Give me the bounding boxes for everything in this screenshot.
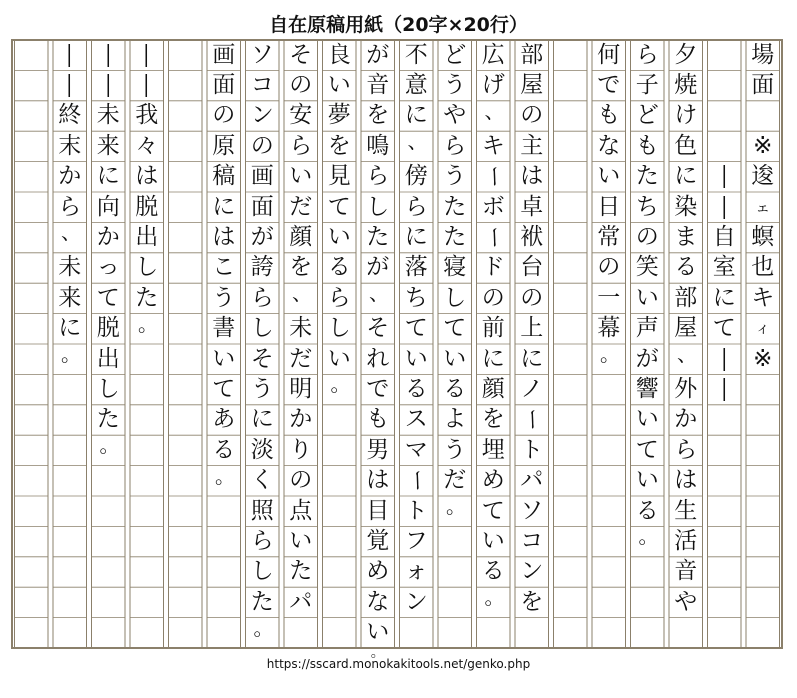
- manuscript-char: に: [58, 315, 82, 342]
- manuscript-char: 屋: [520, 72, 544, 99]
- manuscript-char: ー: [480, 165, 507, 189]
- manuscript-char: 螟: [751, 224, 775, 251]
- manuscript-char: も: [635, 132, 659, 159]
- manuscript-char: た: [366, 224, 390, 251]
- manuscript-char: ち: [404, 284, 428, 311]
- manuscript-char: も: [366, 406, 390, 433]
- manuscript-char: 響: [635, 376, 659, 403]
- manuscript-column: [128, 40, 167, 648]
- manuscript-char: 広: [481, 41, 505, 68]
- manuscript-char: た: [135, 284, 159, 311]
- manuscript-char: コ: [520, 528, 544, 555]
- manuscript-column: [590, 40, 629, 648]
- manuscript-char: 面: [250, 193, 274, 220]
- manuscript-column: [705, 40, 744, 648]
- manuscript-char: の: [597, 254, 621, 281]
- manuscript-char: の: [250, 132, 274, 159]
- manuscript-char: ら: [289, 132, 313, 159]
- manuscript-column: [282, 40, 321, 648]
- manuscript-char: を: [289, 254, 313, 281]
- manuscript-char: 。: [600, 342, 620, 366]
- manuscript-char: 安: [289, 102, 313, 129]
- manuscript-char: い: [289, 163, 313, 190]
- manuscript-char: 寝: [443, 254, 467, 281]
- manuscript-char: ィ: [755, 319, 771, 338]
- manuscript-char: 前: [481, 315, 505, 342]
- manuscript-char: の: [520, 102, 544, 129]
- manuscript-char: る: [404, 376, 428, 403]
- manuscript-char: 。: [215, 463, 235, 488]
- manuscript-char: 淡: [250, 436, 274, 463]
- manuscript-char: て: [443, 315, 467, 342]
- manuscript-char: [705, 40, 744, 70]
- manuscript-char: 覚: [366, 528, 390, 555]
- manuscript-char: 原: [212, 132, 236, 159]
- manuscript-char: 笑: [635, 254, 659, 281]
- manuscript-char: そ: [289, 41, 313, 68]
- manuscript-char: 未: [58, 254, 82, 281]
- manuscript-char: か: [58, 163, 82, 190]
- manuscript-char: 我: [135, 102, 159, 129]
- manuscript-char: 外: [674, 376, 698, 403]
- manuscript-char: を: [366, 102, 390, 129]
- manuscript-char: い: [635, 467, 659, 494]
- manuscript-char: ら: [404, 193, 428, 220]
- manuscript-char: ―: [711, 347, 738, 371]
- manuscript-char: た: [289, 558, 313, 585]
- manuscript-char: に: [404, 102, 428, 129]
- manuscript-char: 日: [597, 193, 621, 220]
- manuscript-char: 、: [407, 129, 428, 154]
- manuscript-char: の: [481, 284, 505, 311]
- manuscript-char: る: [674, 254, 698, 281]
- manuscript-char: い: [327, 345, 351, 372]
- manuscript-char: 、: [484, 98, 505, 123]
- manuscript-char: 、: [677, 342, 697, 366]
- manuscript-char: ち: [635, 193, 659, 220]
- manuscript-char: こ: [212, 254, 236, 281]
- manuscript-char: く: [250, 467, 274, 494]
- manuscript-char: 画: [212, 41, 236, 68]
- manuscript-char: 逡: [751, 163, 775, 190]
- manuscript-char: ど: [443, 41, 467, 68]
- manuscript-char: 、: [292, 281, 312, 306]
- manuscript-char: 子: [635, 72, 659, 99]
- manuscript-char: 書: [212, 315, 236, 342]
- manuscript-char: 染: [674, 193, 698, 220]
- manuscript-char: 来: [58, 284, 82, 311]
- manuscript-column: [744, 40, 783, 648]
- manuscript-char: 主: [520, 132, 544, 159]
- manuscript-char: 。: [138, 311, 158, 336]
- manuscript-column: [628, 40, 667, 648]
- manuscript-char: ら: [366, 163, 390, 190]
- manuscript-char: ー: [403, 469, 430, 493]
- manuscript-char: か: [674, 406, 698, 433]
- manuscript-char: キ: [751, 284, 775, 311]
- manuscript-char: 色: [674, 132, 698, 159]
- manuscript-char: も: [597, 102, 621, 129]
- manuscript-char: 顔: [481, 376, 505, 403]
- manuscript-char: が: [635, 345, 659, 372]
- manuscript-char: 卓: [520, 193, 544, 220]
- manuscript-char: 台: [520, 254, 544, 281]
- manuscript-char: な: [597, 132, 621, 159]
- manuscript-char: ら: [58, 193, 82, 220]
- manuscript-char: ら: [674, 436, 698, 463]
- manuscript-char: げ: [481, 72, 505, 99]
- footer-url: https://sscard.monokakitools.net/genko.php: [266, 657, 531, 671]
- manuscript-char: う: [212, 284, 236, 311]
- manuscript-column: [551, 40, 590, 648]
- manuscript-char: 明: [289, 376, 313, 403]
- manuscript-char: は: [135, 163, 159, 190]
- manuscript-column: [359, 40, 398, 648]
- manuscript-char: に: [674, 163, 698, 190]
- manuscript-char: 音: [674, 558, 698, 585]
- manuscript-char: し: [366, 193, 390, 220]
- manuscript-char: ―: [57, 74, 84, 98]
- manuscript-char: は: [366, 467, 390, 494]
- manuscript-char: を: [327, 132, 351, 159]
- manuscript-char: な: [366, 588, 390, 615]
- manuscript-char: パ: [520, 467, 544, 494]
- manuscript-char: る: [443, 376, 467, 403]
- manuscript-char: ※: [753, 345, 773, 372]
- manuscript-column: [166, 40, 205, 648]
- manuscript-char: ら: [327, 284, 351, 311]
- manuscript-char: は: [674, 467, 698, 494]
- manuscript-char: 夕: [674, 41, 698, 68]
- manuscript-char: 顔: [289, 224, 313, 251]
- manuscript-char: ス: [404, 406, 428, 433]
- manuscript-char: い: [404, 345, 428, 372]
- manuscript-char: ―: [711, 378, 738, 402]
- manuscript-char: [744, 101, 783, 131]
- manuscript-column: [89, 40, 128, 648]
- manuscript-column: [205, 40, 244, 648]
- manuscript-column: [667, 40, 706, 648]
- manuscript-char: ド: [481, 254, 505, 281]
- manuscript-char: に: [520, 345, 544, 372]
- manuscript-char: る: [212, 436, 236, 463]
- manuscript-char: り: [289, 436, 313, 463]
- manuscript-char: ォ: [404, 558, 428, 585]
- manuscript-char: が: [366, 41, 390, 68]
- manuscript-char: ―: [134, 43, 161, 67]
- manuscript-char: 自: [712, 224, 736, 251]
- manuscript-char: い: [327, 224, 351, 251]
- manuscript-char: 良: [327, 41, 351, 68]
- manuscript-char: に: [404, 224, 428, 251]
- manuscript-char: パ: [289, 588, 313, 615]
- manuscript-column: [320, 40, 359, 648]
- manuscript-char: だ: [289, 345, 313, 372]
- manuscript-char: フ: [404, 528, 428, 555]
- manuscript-char: ー: [519, 408, 546, 432]
- manuscript-char: [705, 101, 744, 131]
- manuscript-char: 埋: [481, 436, 505, 463]
- manuscript-char: 、: [369, 281, 389, 306]
- manuscript-char: た: [443, 193, 467, 220]
- manuscript-char: 。: [99, 433, 120, 458]
- manuscript-char: に: [96, 163, 120, 190]
- manuscript-char: し: [443, 284, 467, 311]
- manuscript-char: ―: [711, 165, 738, 189]
- manuscript-char: 終: [58, 102, 82, 129]
- manuscript-column: [12, 40, 51, 648]
- manuscript-char: る: [635, 497, 659, 524]
- manuscript-char: い: [443, 345, 467, 372]
- manuscript-char: て: [404, 315, 428, 342]
- manuscript-char: 鳴: [366, 132, 390, 159]
- manuscript-char: ら: [250, 528, 274, 555]
- manuscript-char: 声: [635, 315, 659, 342]
- manuscript-char: て: [712, 315, 736, 342]
- manuscript-char: 夢: [327, 102, 351, 129]
- manuscript-char: は: [212, 224, 236, 251]
- manuscript-char: て: [481, 497, 505, 524]
- manuscript-char: や: [674, 588, 698, 615]
- manuscript-char: う: [443, 72, 467, 99]
- manuscript-char: 生: [674, 497, 698, 524]
- manuscript-char: ※: [753, 132, 773, 159]
- manuscript-char: か: [289, 406, 313, 433]
- manuscript-char: た: [250, 588, 274, 615]
- manuscript-char: 何: [597, 41, 621, 68]
- manuscript-char: い: [327, 72, 351, 99]
- manuscript-char: が: [250, 224, 274, 251]
- manuscript-column: [436, 40, 475, 648]
- manuscript-char: め: [481, 467, 505, 494]
- manuscript-char: い: [635, 284, 659, 311]
- manuscript-char: マ: [404, 436, 428, 463]
- manuscript-char: の: [289, 72, 313, 99]
- manuscript-char: だ: [443, 467, 467, 494]
- manuscript-char: た: [96, 406, 120, 433]
- manuscript-char: う: [250, 376, 274, 403]
- manuscript-char: 来: [96, 132, 120, 159]
- manuscript-char: ノ: [520, 376, 544, 403]
- manuscript-char: ら: [250, 284, 274, 311]
- manuscript-char: ら: [635, 41, 659, 68]
- manuscript-char: の: [212, 102, 236, 129]
- manuscript-char: 面: [751, 72, 775, 99]
- manuscript-char: 。: [446, 494, 466, 518]
- manuscript-char: に: [481, 345, 505, 372]
- manuscript-char: ま: [674, 224, 698, 251]
- manuscript-char: け: [674, 102, 698, 129]
- manuscript-char: 向: [96, 193, 120, 220]
- manuscript-char: ボ: [481, 193, 505, 220]
- manuscript-char: [705, 70, 744, 100]
- manuscript-char: が: [366, 254, 390, 281]
- manuscript-char: 々: [135, 132, 159, 159]
- manuscript-char: 活: [674, 528, 698, 555]
- manuscript-char: ソ: [250, 41, 274, 68]
- manuscript-char: て: [635, 436, 659, 463]
- manuscript-char: 末: [58, 132, 82, 159]
- manuscript-char: 画: [250, 163, 274, 190]
- manuscript-char: 音: [366, 72, 390, 99]
- manuscript-char: の: [289, 467, 313, 494]
- manuscript-char: し: [250, 315, 274, 342]
- manuscript-char: 落: [404, 254, 428, 281]
- manuscript-char: ソ: [520, 497, 544, 524]
- manuscript-char: い: [366, 619, 390, 646]
- manuscript-char: を: [481, 406, 505, 433]
- manuscript-char: 。: [638, 524, 659, 549]
- manuscript-char: 未: [96, 102, 120, 129]
- manuscript-char: た: [443, 224, 467, 251]
- manuscript-char: 。: [61, 342, 81, 366]
- manuscript-char: そ: [366, 315, 390, 342]
- manuscript-char: ト: [404, 497, 428, 524]
- manuscript-char: て: [212, 376, 236, 403]
- manuscript-char: し: [250, 558, 274, 585]
- manuscript-column: [397, 40, 436, 648]
- manuscript-column: [243, 40, 282, 648]
- manuscript-char: う: [443, 163, 467, 190]
- manuscript-char: い: [635, 406, 659, 433]
- manuscript-char: 上: [520, 315, 544, 342]
- manuscript-char: ―: [95, 43, 122, 67]
- overflow-mark: 。: [370, 645, 385, 661]
- manuscript-char: 男: [366, 436, 390, 463]
- manuscript-char: 幕: [597, 315, 621, 342]
- manuscript-char: 場: [751, 41, 775, 68]
- manuscript-char: 意: [404, 72, 428, 99]
- manuscript-char: し: [327, 315, 351, 342]
- manuscript-char: ェ: [755, 197, 771, 216]
- manuscript-char: し: [96, 376, 120, 403]
- manuscript-char: 焼: [674, 72, 698, 99]
- manuscript-char: 出: [135, 224, 159, 251]
- manuscript-char: し: [135, 254, 159, 281]
- manuscript-char: ン: [520, 558, 544, 585]
- manuscript-char: ら: [443, 132, 467, 159]
- manuscript-char: か: [96, 224, 120, 251]
- manuscript-char: 屋: [674, 315, 698, 342]
- manuscript-char: 、: [61, 220, 81, 245]
- manuscript-char: る: [327, 254, 351, 281]
- manuscript-char: ―: [711, 195, 738, 219]
- manuscript-char: よ: [443, 406, 467, 433]
- manuscript-char: ー: [480, 226, 507, 250]
- manuscript-char: 。: [484, 585, 505, 610]
- manuscript-char: 部: [520, 41, 544, 68]
- manuscript-char: 常: [597, 224, 621, 251]
- manuscript-char: 未: [289, 315, 313, 342]
- manuscript-char: の: [635, 224, 659, 251]
- manuscript-char: ―: [95, 74, 122, 98]
- manuscript-char: 袱: [520, 224, 544, 251]
- manuscript-char: め: [366, 558, 390, 585]
- manuscript-char: 出: [96, 345, 120, 372]
- manuscript-char: い: [289, 528, 313, 555]
- manuscript-char: 傍: [404, 163, 428, 190]
- manuscript-char: で: [597, 72, 621, 99]
- manuscript-char: 脱: [135, 193, 159, 220]
- manuscript-char: 脱: [96, 315, 120, 342]
- manuscript-char: 也: [751, 254, 775, 281]
- manuscript-char: 。: [253, 615, 274, 640]
- manuscript-char: や: [443, 102, 467, 129]
- manuscript-char: ン: [404, 588, 428, 615]
- manuscript-char: に: [250, 406, 274, 433]
- manuscript-char: ど: [635, 102, 659, 129]
- manuscript-char: 見: [327, 163, 351, 190]
- manuscript-char: ―: [134, 74, 161, 98]
- manuscript-char: で: [366, 376, 390, 403]
- manuscript-char: る: [481, 558, 505, 585]
- manuscript-char: い: [481, 528, 505, 555]
- manuscript-char: 目: [366, 497, 390, 524]
- manuscript-char: 不: [404, 41, 428, 68]
- manuscript-char: に: [712, 284, 736, 311]
- manuscript-column: [51, 40, 90, 648]
- manuscript-char: 誇: [250, 254, 274, 281]
- manuscript-char: ―: [57, 43, 84, 67]
- manuscript-char: て: [96, 284, 120, 311]
- manuscript-char: 。: [330, 372, 351, 397]
- manuscript-char: を: [520, 588, 544, 615]
- manuscript-char: 部: [674, 284, 698, 311]
- manuscript-char: 照: [250, 497, 274, 524]
- manuscript-char: 点: [289, 497, 313, 524]
- manuscript-char: [705, 131, 744, 161]
- manuscript-char: の: [520, 284, 544, 311]
- manuscript-char: キ: [481, 132, 505, 159]
- manuscript-char: た: [635, 163, 659, 190]
- page-title: 自在原稿用紙（20字×20行）: [269, 14, 528, 36]
- manuscript-char: そ: [250, 345, 274, 372]
- manuscript-char: ン: [250, 102, 274, 129]
- manuscript-char: コ: [250, 72, 274, 99]
- manuscript-char: に: [212, 193, 236, 220]
- manuscript-char: あ: [212, 406, 236, 433]
- manuscript-char: 室: [712, 254, 736, 281]
- manuscript-char: は: [520, 163, 544, 190]
- manuscript-column: [474, 40, 513, 648]
- manuscript-char: っ: [96, 254, 120, 281]
- manuscript-char: 一: [597, 284, 621, 311]
- manuscript-char: い: [212, 345, 236, 372]
- manuscript-char: 面: [212, 72, 236, 99]
- manuscript-char: れ: [366, 345, 390, 372]
- manuscript-char: 稿: [212, 163, 236, 190]
- manuscript-char: だ: [289, 193, 313, 220]
- manuscript-column: [513, 40, 552, 648]
- manuscript-char: て: [327, 193, 351, 220]
- manuscript-char: う: [443, 436, 467, 463]
- manuscript-char: い: [597, 163, 621, 190]
- manuscript-char: ト: [520, 436, 544, 463]
